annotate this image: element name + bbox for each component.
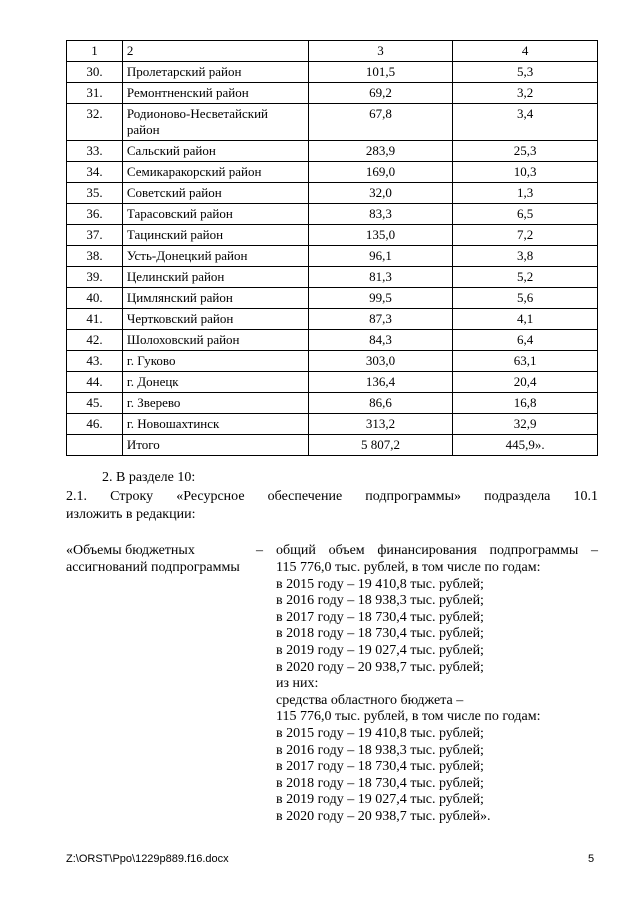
value-col-3: 87,3	[308, 309, 453, 330]
table-row	[67, 246, 598, 267]
funding-line: в 2019 году – 19 027,4 тыс. рублей;	[276, 642, 484, 658]
table-row	[67, 183, 598, 204]
district-name: Чертковский район	[122, 309, 308, 330]
value-col-3: 313,2	[308, 414, 453, 435]
district-name: Шолоховский район	[122, 330, 308, 351]
value-col-4: 10,3	[453, 162, 598, 183]
col-header-1: 1	[67, 41, 123, 62]
value-col-4: 4,1	[453, 309, 598, 330]
value-col-4: 5,3	[453, 62, 598, 83]
value-col-3: 84,3	[308, 330, 453, 351]
row-number: 39.	[67, 267, 123, 288]
value-col-3: 81,3	[308, 267, 453, 288]
value-col-4: 32,9	[453, 414, 598, 435]
district-name: г. Донецк	[122, 372, 308, 393]
district-name: Цимлянский район	[122, 288, 308, 309]
value-col-4: 3,2	[453, 83, 598, 104]
value-col-3: 69,2	[308, 83, 453, 104]
value-col-4: 63,1	[453, 351, 598, 372]
table-row	[67, 62, 598, 83]
row-number: 35.	[67, 183, 123, 204]
value-col-3: 96,1	[308, 246, 453, 267]
district-name: Советский район	[122, 183, 308, 204]
paragraph-subsection-2-1: 2.1. Строку «Ресурсное обеспечение подпрограммы» подраздела 10.1	[66, 489, 598, 504]
funding-line: в 2015 году – 19 410,8 тыс. рублей;	[276, 576, 484, 592]
table-row	[67, 141, 598, 162]
table-row	[67, 330, 598, 351]
district-name: Пролетарский район	[122, 62, 308, 83]
table-row	[67, 104, 598, 141]
funding-line: из них:	[276, 676, 319, 692]
district-name: г. Зверево	[122, 393, 308, 414]
funding-details	[276, 560, 606, 826]
funding-line: в 2017 году – 18 730,4 тыс. рублей;	[276, 609, 484, 625]
row-number: 42.	[67, 330, 123, 351]
district-name: г. Новошахтинск	[122, 414, 308, 435]
funding-line: средства областного бюджета –	[276, 692, 464, 708]
label-dash: –	[256, 543, 263, 558]
row-number: 37.	[67, 225, 123, 246]
col-header-3: 3	[308, 41, 453, 62]
table-row	[67, 351, 598, 372]
value-col-3: 99,5	[308, 288, 453, 309]
value-col-3: 283,9	[308, 141, 453, 162]
funding-line: в 2020 году – 20 938,7 тыс. рублей».	[276, 808, 491, 824]
value-col-3: 67,8	[308, 104, 453, 141]
paragraph-section-10: 2. В разделе 10:	[102, 470, 196, 485]
district-name: Усть-Донецкий район	[122, 246, 308, 267]
value-col-3: 135,0	[308, 225, 453, 246]
table-row	[67, 414, 598, 435]
value-col-3: 86,6	[308, 393, 453, 414]
value-col-3: 169,0	[308, 162, 453, 183]
value-col-3: 32,0	[308, 183, 453, 204]
row-number: 40.	[67, 288, 123, 309]
row-number: 43.	[67, 351, 123, 372]
table-row	[67, 267, 598, 288]
table-row	[67, 83, 598, 104]
value-col-4: 5,6	[453, 288, 598, 309]
row-number: 30.	[67, 62, 123, 83]
row-number: 45.	[67, 393, 123, 414]
value-col-3: 303,0	[308, 351, 453, 372]
row-number: 32.	[67, 104, 123, 141]
funding-line: в 2020 году – 20 938,7 тыс. рублей;	[276, 659, 484, 675]
row-number: 41.	[67, 309, 123, 330]
value-col-3: 136,4	[308, 372, 453, 393]
row-number: 36.	[67, 204, 123, 225]
value-col-3: 101,5	[308, 62, 453, 83]
value-col-4: 6,5	[453, 204, 598, 225]
district-name: г. Гуково	[122, 351, 308, 372]
district-name: Родионово-Несветайский район	[122, 104, 308, 141]
value-col-4: 25,3	[453, 141, 598, 162]
table-row	[67, 288, 598, 309]
value-col-4: 5,2	[453, 267, 598, 288]
file-path-footer: Z:\ORST\Ppo\1229p889.f16.docx	[66, 853, 229, 865]
value-col-4: 445,9».	[453, 435, 598, 456]
table-row	[67, 204, 598, 225]
row-number: 38.	[67, 246, 123, 267]
row-number: 34.	[67, 162, 123, 183]
district-name: Целинский район	[122, 267, 308, 288]
value-col-4: 3,4	[453, 104, 598, 141]
funding-line: в 2019 году – 19 027,4 тыс. рублей;	[276, 792, 484, 808]
funding-line: в 2015 году – 19 410,8 тыс. рублей;	[276, 725, 484, 741]
funding-line: 115 776,0 тыс. рублей, в том числе по годам:	[276, 709, 541, 725]
district-name: Семикаракорский район	[122, 162, 308, 183]
funding-line: в 2016 году – 18 938,3 тыс. рублей;	[276, 593, 484, 609]
funding-line: в 2018 году – 18 730,4 тыс. рублей;	[276, 626, 484, 642]
value-col-4: 6,4	[453, 330, 598, 351]
row-number: 33.	[67, 141, 123, 162]
funding-first-line: общий объем финансирования подпрограммы –	[276, 543, 598, 558]
value-col-3: 5 807,2	[308, 435, 453, 456]
district-table	[66, 40, 598, 456]
table-row	[67, 309, 598, 330]
value-col-4: 3,8	[453, 246, 598, 267]
value-col-4: 7,2	[453, 225, 598, 246]
value-col-3: 83,3	[308, 204, 453, 225]
col-header-4: 4	[453, 41, 598, 62]
district-name: Тацинский район	[122, 225, 308, 246]
paragraph-edition: изложить в редакции:	[66, 507, 196, 522]
district-name: Итого	[122, 435, 308, 456]
district-name: Ремонтненский район	[122, 83, 308, 104]
district-name: Сальский район	[122, 141, 308, 162]
table-header-row	[67, 41, 598, 62]
value-col-4: 16,8	[453, 393, 598, 414]
table-row	[67, 372, 598, 393]
district-name: Тарасовский район	[122, 204, 308, 225]
value-col-4: 1,3	[453, 183, 598, 204]
row-number: 44.	[67, 372, 123, 393]
table-row	[67, 162, 598, 183]
funding-line: в 2017 году – 18 730,4 тыс. рублей;	[276, 759, 484, 775]
table-row	[67, 225, 598, 246]
budget-label: «Объемы бюджетных ассигнований подпрограммы	[66, 543, 240, 575]
value-col-4: 20,4	[453, 372, 598, 393]
page-number: 5	[588, 853, 595, 865]
funding-line: в 2016 году – 18 938,3 тыс. рублей;	[276, 742, 484, 758]
funding-line: в 2018 году – 18 730,4 тыс. рублей;	[276, 775, 484, 791]
col-header-2: 2	[122, 41, 308, 62]
table-row	[67, 393, 598, 414]
funding-line: 115 776,0 тыс. рублей, в том числе по годам:	[276, 560, 541, 575]
row-number: 46.	[67, 414, 123, 435]
row-number	[67, 435, 123, 456]
table-body	[67, 62, 598, 456]
table-total-row	[67, 435, 598, 456]
row-number: 31.	[67, 83, 123, 104]
